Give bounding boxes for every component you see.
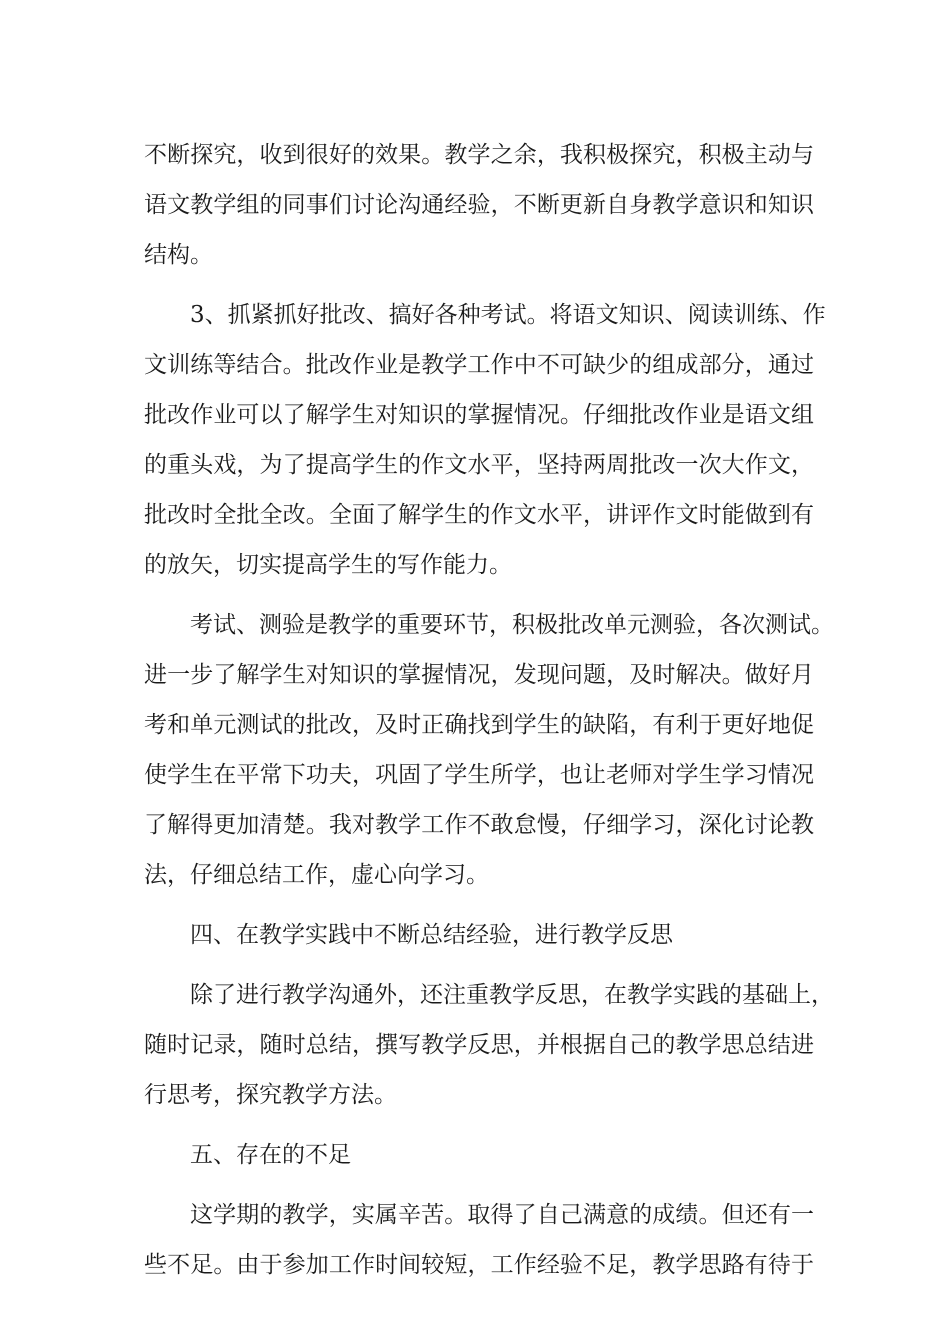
- text-line: 些不足。由于参加工作时间较短，工作经验不足，教学思路有待于: [144, 1252, 814, 1278]
- text-line: 行思考，探究教学方法。: [144, 1082, 397, 1108]
- text-line: 语文教学组的同事们讨论沟通经验，不断更新自身教学意识和知识: [144, 192, 814, 218]
- text-line: 随时记录，随时总结，撰写教学反思，并根据自己的教学思总结进: [144, 1032, 814, 1058]
- text-line: 考试、测验是教学的重要环节，积极批改单元测验，各次测试。: [190, 612, 834, 638]
- text-line: 结构。: [144, 242, 213, 268]
- text-line: 批改时全批全改。全面了解学生的作文水平，讲评作文时能做到有: [144, 502, 814, 528]
- section-heading-3: 3、抓紧抓好批改、搞好各种考试。将语文知识、阅读训练、作: [190, 302, 826, 328]
- text-line: 进一步了解学生对知识的掌握情况，发现问题，及时解决。做好月: [144, 662, 814, 688]
- section-heading-5: 五、存在的不足: [190, 1142, 351, 1168]
- text-line: 文训练等结合。批改作业是教学工作中不可缺少的组成部分，通过: [144, 352, 814, 378]
- text-line: 的放矢，切实提高学生的写作能力。: [144, 552, 512, 578]
- text-line: 使学生在平常下功夫，巩固了学生所学，也让老师对学生学习情况: [144, 762, 814, 788]
- text-line: 了解得更加清楚。我对教学工作不敢怠慢，仔细学习，深化讨论教: [144, 812, 814, 838]
- text-line: 批改作业可以了解学生对知识的掌握情况。仔细批改作业是语文组: [144, 402, 814, 428]
- text-line: 法，仔细总结工作，虚心向学习。: [144, 862, 489, 888]
- text-line: 的重头戏，为了提高学生的作文水平，坚持两周批改一次大作文，: [144, 452, 814, 478]
- text-line: 考和单元测试的批改，及时正确找到学生的缺陷，有利于更好地促: [144, 712, 814, 738]
- body-text: [144, 130, 834, 1290]
- section-heading-4: 四、在教学实践中不断总结经验，进行教学反思: [190, 922, 673, 948]
- text-line: 不断探究，收到很好的效果。教学之余，我积极探究，积极主动与: [144, 142, 814, 168]
- text-line: 这学期的教学，实属辛苦。取得了自己满意的成绩。但还有一: [190, 1202, 814, 1228]
- text-line: 除了进行教学沟通外，还注重教学反思，在教学实践的基础上，: [190, 982, 834, 1008]
